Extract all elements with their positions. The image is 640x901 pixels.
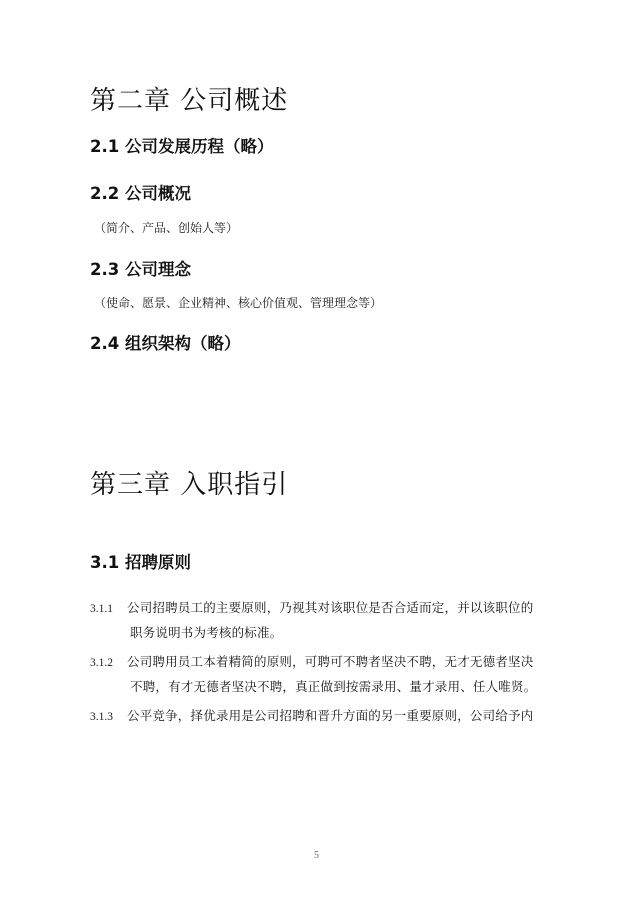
- clause-text-line: 公司聘用员工本着精简的原则，可聘可不聘者坚决不聘，无才无德者坚决: [127, 654, 534, 669]
- clause-3-1-1: [90, 597, 533, 616]
- section-2-3-note: （使命、愿景、企业精神、核心价值观、管理理念等）: [94, 296, 383, 310]
- clause-text-line: 公平竞争，择优录用是公司招聘和晋升方面的另一重要原则，公司给予内: [127, 708, 534, 723]
- section-2-1-heading: 2.1 公司发展历程（略）: [90, 137, 274, 156]
- clause-number: 3.1.1: [90, 603, 113, 615]
- section-2-4-heading: 2.4 组织架构（略）: [90, 334, 241, 353]
- section-2-2-heading: 2.2 公司概况: [90, 184, 191, 203]
- clause-3-1-2: [90, 651, 533, 670]
- section-3-1-heading: 3.1 招聘原则: [90, 553, 191, 572]
- chapter-3-title: 第三章 入职指引: [90, 470, 289, 500]
- clause-number: 3.1.3: [90, 711, 113, 723]
- section-2-3-heading: 2.3 公司理念: [90, 260, 191, 279]
- chapter-2-title: 第二章 公司概述: [90, 86, 289, 116]
- section-2-2-note: （简介、产品、创始人等）: [94, 221, 239, 235]
- clause-3-1-3: [90, 705, 533, 724]
- clause-text-line: 公司招聘员工的主要原则，乃视其对该职位是否合适而定，并以该职位的: [127, 600, 534, 615]
- page-number: 5: [314, 850, 319, 861]
- clause-number: 3.1.2: [90, 657, 113, 669]
- clause-3-1-1-line2: 职务说明书为考核的标准。: [130, 625, 283, 640]
- clause-3-1-2-line2: 不聘，有才无德者坚决不聘，真正做到按需录用、量才录用、任人唯贤。: [130, 679, 537, 694]
